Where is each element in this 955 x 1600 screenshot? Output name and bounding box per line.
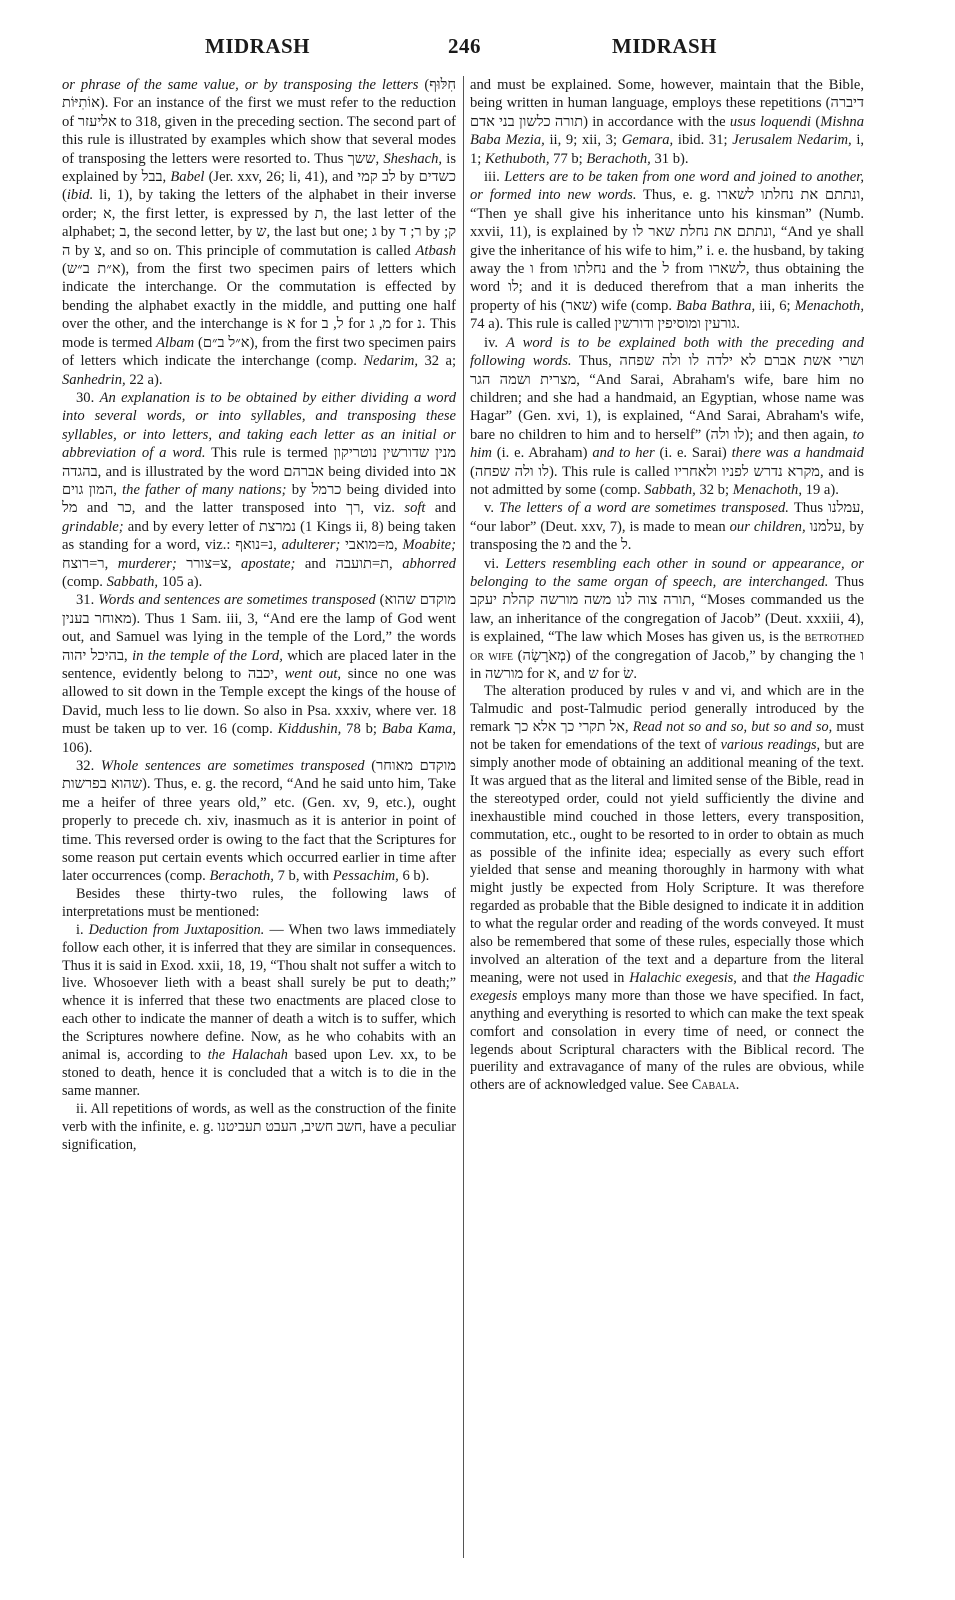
besides-paragraph: Besides these thirty-two rules, the following laws of interpretations must be mentioned:: [62, 885, 456, 920]
cross-reference-link: Cabala.: [691, 1077, 740, 1094]
law-ii-continuation: and must be explained. Some, however, maintain that the Bible, being written in human language, employs these repetitions (דיברה תורה כלשון בני אדם) in accordance with the usus loquendi (Mishna Baba Mezia, ii, 9; xii, 3; Gemara, ibid. 31; Jerusalem Nedarim, i, 1; Kethuboth, 77 b; Berachoth, 31 b).: [470, 77, 865, 167]
header-left-title: MIDRASH: [205, 34, 311, 58]
right-column: [470, 76, 864, 1095]
law-vi: vi. Letters resembling each other in sound or appearance, or belonging to the same organ of speech, are interchanged. Thus תורה צוה לנו משה מורשה קהלת יעקב, “Moses commanded us the law, an inheritance of the congregation of Jacob” (Deut. xxxiii, 4), is explained, “The law which Moses has given us, is the betrothed or wife (מְאֹרָשָׂה) of the congregation of Jacob,” by changing the ו in מורשה for א, and ש for שׂ.: [470, 555, 865, 682]
header-right-title: MIDRASH: [612, 34, 718, 58]
law-iv: iv. A word is to be explained both with the preceding and following words. Thus, ושרי אשת אברם לא ילדה לו ולה שפחה מצרית ושמה הגר, “And Sarai, Abraham's wife, bare him no children; and she had a handmaid, an Egyptian, whose name was Hagar” (Gen. xvi, 1), is explained, “And Sarai, Abraham's wife, bare no children to him and to herself” (לו ולה); and then again, to him (i. e. Abraham) and to her (i. e. Sarai) there was a handmaid (לו ולה שפחה). This rule is called מקרא נדרש לפניו ולאחריו, and is not admitted by some (comp. Sabbath, 32 b; Menachoth, 19 a).: [470, 334, 865, 498]
paragraph-continuation: or phrase of the same value, or by transposing the letters (חִלּוּף אוֹתִיּוֹת). For an instance of the first we must refer to the reduction of אליעזר to 318, given in the preceding section. The second part of this rule is illustrated by examples which show that several modes of transposing the letters were resorted to. Thus ששך, Sheshach, is explained by בבל, Babel (Jer. xxv, 26; li, 41), and לב קמי by כשדים (ibid. li, 1), by taking the letters of the alphabet in their inverse order; א, the first letter, is expressed by ת, the last letter of the alphabet; ב, the second letter, by ש, the last but one; ג by ר; ד by ק; ה by צ, and so on. This principle of commutation is called Atbash (א״ת ב״ש), from the first two specimen pairs of letters which indicate the interchange. Or the commutation is effected by bending the alphabet exactly in the middle, and putting one half over the other, and the interchange is א for ל, ב for מ, ג for נ. This mode is termed Albam (א״ל ב״ם), from the first two specimen pairs of letters which indicate the interchange (comp. Nedarim, 32 a; Sanhedrin, 22 a).: [62, 77, 457, 388]
left-column: [62, 76, 456, 1154]
column-divider: [463, 76, 464, 1558]
rule-30: 30. An explanation is to be obtained by either dividing a word into several words, or into syllables, and transposing these syllables, or into letters, and taking each letter as an initial or abbreviation of a word. This rule is termed מנין שדורשין נוטריקון בהגדה, and is illustrated by the word אברהם being divided into אב המון גוים, the father of many nations; by כרמל being divided into מל and כר, and the latter transposed into רך, viz. soft and grindable; and by every letter of נמרצת (1 Kings ii, 8) being taken as standing for a word, viz.: נ=נואף, adulterer; מ=מואבי, Moabite; ר=רוצח, murderer; צ=צורר, apostate; and ת=תועבה, abhorred (comp. Sabbath, 105 a).: [62, 389, 457, 590]
law-i: i. Deduction from Juxtaposition. — When two laws immediately follow each other, it is inferred that they are similar in consequences. Thus it is said in Exod. xxii, 18, 19, “Thou shalt not suffer a witch to live. Whosoever lieth with a beast shall surely be put to death;” whence it is inferred that these two enactments are placed close to each other to indicate the manner of death a witch is to suffer, which the Scriptures nowhere define. Now, as he who cohabits with an animal is, according to the Halachah based upon Lev. xx, to be stoned to death, hence it is concluded that a witch is to die in the same manner.: [62, 921, 457, 1099]
rule-31: 31. Words and sentences are sometimes transposed (מוקדם שהוא מאוחר בענין). Thus 1 Sam. iii, 3, “And ere the lamp of God went out, and Samuel was lying in the temple of the Lord,” the words בהיכל יהוה, in the temple of the Lord, which are placed later in the sentence, evidently belong to יכבה, went out, since no one was allowed to sit down in the Temple except the kings of the house of David, much less to lie down. So also in Psa. xxxiv, where ver. 18 must be taken up to ver. 16 (comp. Kiddushin, 78 b; Baba Kama, 106).: [62, 592, 457, 756]
running-header: [0, 34, 955, 64]
law-v: v. The letters of a word are sometimes transposed. Thus עמלנו, “our labor” (Deut. xxv, 7), is made to mean our children, עלמנו, by transposing the מ and the ל.: [470, 500, 865, 554]
law-iii: iii. Letters are to be taken from one word and joined to another, or formed into new words. Thus, e. g. ונתתם את נחלתו לשארו, “Then ye shall give his inheritance unto his kinsman” (Numb. xxvii, 11), is explained by ונתתם את נחלת שאר לו, “And ye shall give the inheritance of his wife to him,” i. e. the husband, by taking away the ו from נחלתו and the ל from לשארו, thus obtaining the word לו; and it is deduced therefrom that a man inherits the property of his (שאר) wife (comp. Baba Bathra, iii, 6; Menachoth, 74 a). This rule is called גורעין ומוסיפין ודורשין.: [470, 169, 865, 333]
rule-32: 32. Whole sentences are sometimes transposed (מוקדם מאוחר שהוא בפרשות). Thus, e. g. the record, “And he said unto him, Take me a heifer of three years old,” etc. (Gen. xv, 9, etc.), ought properly to precede ch. xiv, inasmuch as it is anterior in point of time. This reversed order is owing to the fact that the Scriptures for some reason put certain events which occurred earlier in time after later occurrences (comp. Berachoth, 7 b, with Pessachim, 6 b).: [62, 758, 457, 885]
law-ii: ii. All repetitions of words, as well as the construction of the finite verb with the infinite, e. g. חשב חשיב, העבט תעביטנו, have a peculiar signification,: [62, 1100, 456, 1153]
page-number: 246: [448, 34, 481, 58]
alteration-paragraph: The alteration produced by rules v and vi, and which are in the Talmudic and post-Talmudic period generally introduced by the remark אל תקרי כך אלא כך, Read not so and so, but so and so, must not be taken for emendations of the text of various readings, but are simply another mode of obtaining an additional meaning of the text. It was argued that as the literal and limited sense of the Bible, read in the stereotyped order, could not yield sufficiently the divine and inexhaustible mind couched in those letters, every transposition, commutation, etc., ought to be resorted to in order to obtain as much as possible of the infinite idea; especially as every such effort yielded that sense and meaning thoroughly in harmony with what might justly be expected from Holy Scripture. It was therefore regarded as probable that the Bible designed to indicate it in addition to what the regular order and reading of the words conveyed. It must also be remembered that some of these rules, especially those which involved an alteration of the text and a departure from the literal meaning, were not used in Halachic exegesis, and that the Hagadic exegesis employs many more than those we have specified. In fact, anything and everything is resorted to which can make the text speak comfort and consolation in every time of need, or connect the legends about Scriptural characters with the Biblical record. The puerility and extravagance of many of the rules are obvious, while others are of acknowledged value. See Cabala.: [470, 683, 865, 1094]
